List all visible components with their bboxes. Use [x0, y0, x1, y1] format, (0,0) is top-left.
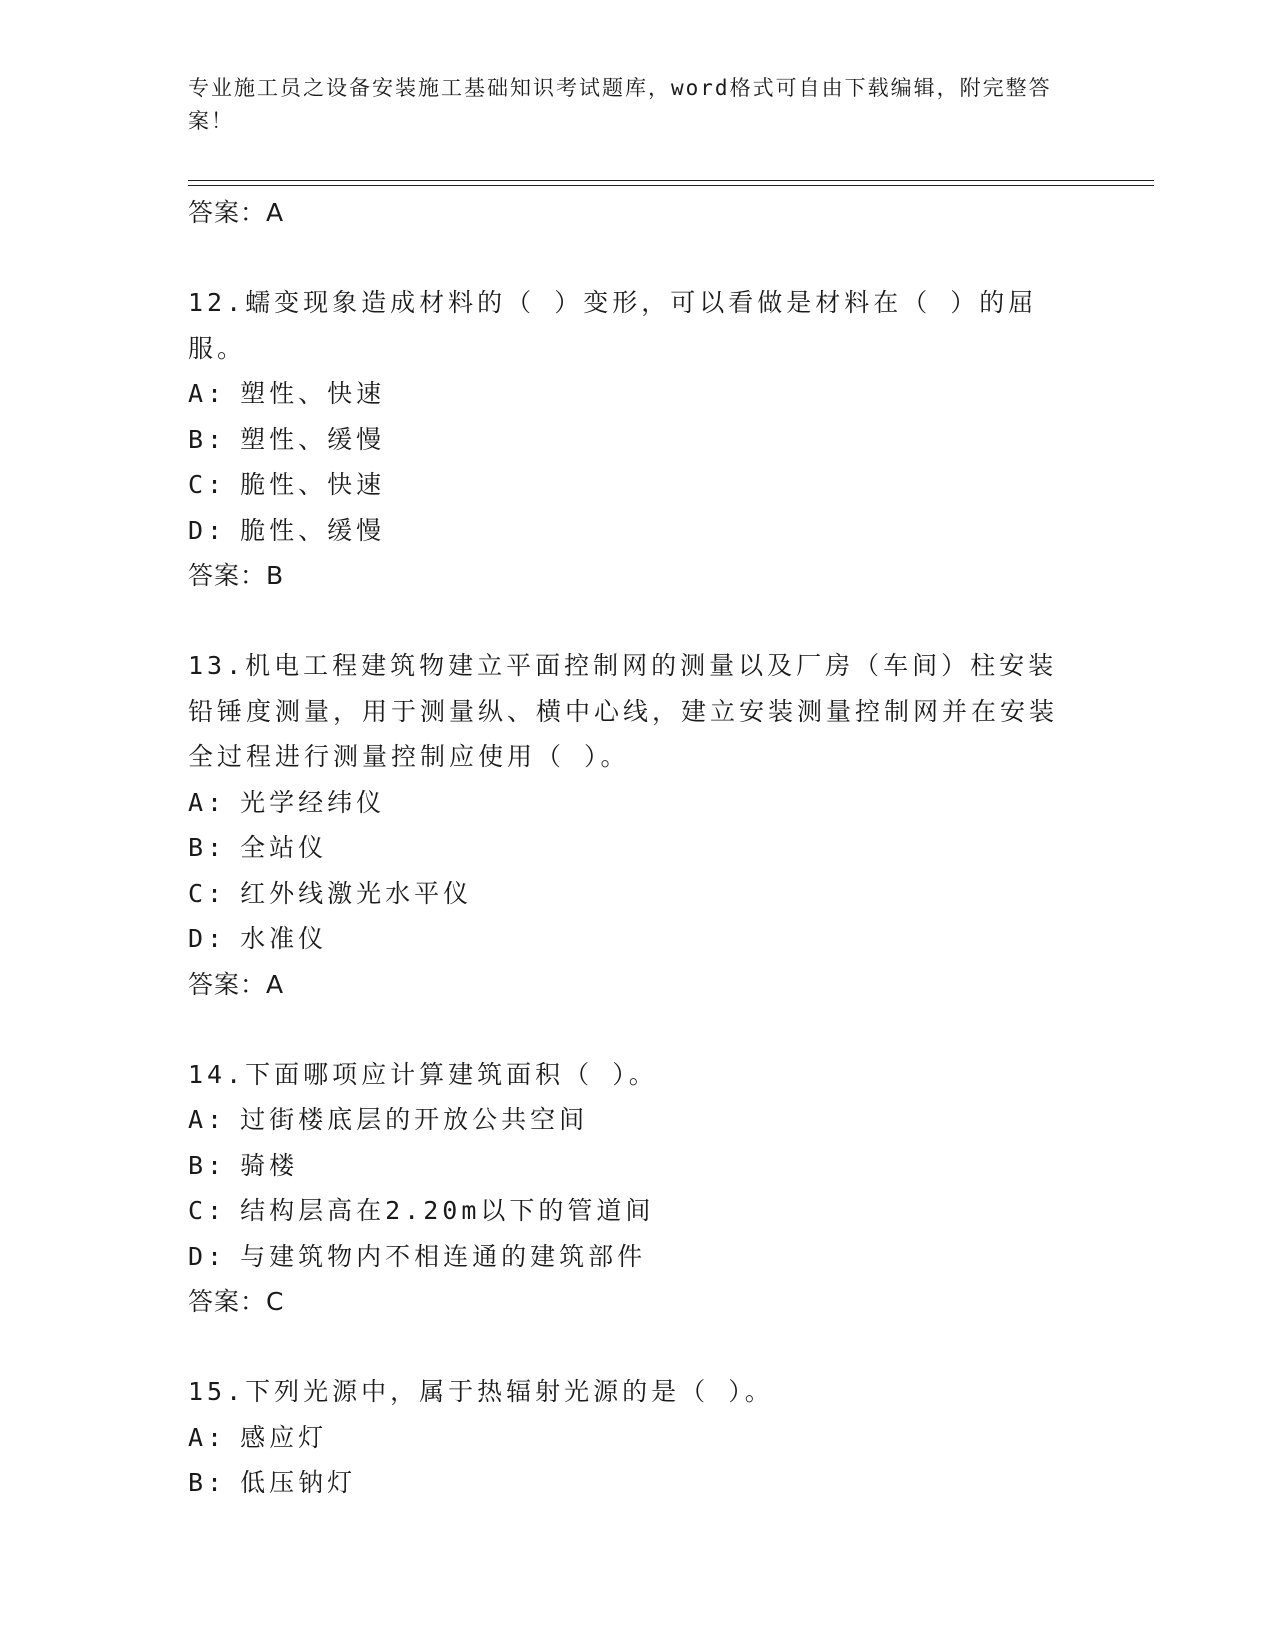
option-key: B:	[188, 1468, 227, 1497]
question-12	[188, 280, 1148, 599]
option-key: D:	[188, 515, 227, 545]
question-body: 蠕变现象造成材料的（ ）变形，可以看做是材料在（ ）的屈服。	[188, 288, 1038, 363]
option-a	[188, 1415, 1148, 1461]
question-text	[188, 643, 1078, 780]
option-text: 感应灯	[240, 1422, 328, 1452]
question-14	[188, 1052, 1148, 1326]
answer-line: 答案：C	[188, 1287, 285, 1316]
answer-line: 答案：B	[188, 561, 285, 590]
answer-line: 答案：A	[188, 198, 285, 227]
option-key: A:	[188, 1422, 227, 1452]
header-text: 专业施工员之设备安装施工基础知识考试题库，word格式可自由下载编辑，附完整答案！	[188, 76, 1052, 133]
option-text: 低压钠灯	[240, 1468, 357, 1497]
question-body: 下列光源中，属于热辐射光源的是（ ）。	[245, 1377, 774, 1406]
option-text: 全站仪	[240, 833, 328, 862]
question-15	[188, 1369, 1148, 1506]
option-c	[188, 462, 1148, 508]
option-a	[188, 1097, 1148, 1143]
question-number: 13.	[188, 651, 246, 680]
option-text: 塑性、快速	[240, 379, 386, 408]
option-d	[188, 508, 1148, 554]
option-text: 光学经纬仪	[240, 787, 386, 817]
option-b	[188, 1460, 1148, 1506]
question-text	[188, 1369, 1078, 1415]
option-key: B:	[188, 424, 227, 454]
option-text: 脆性、缓慢	[240, 515, 386, 545]
option-key: A:	[188, 1105, 227, 1134]
spacer	[188, 236, 1148, 280]
question-text	[188, 1052, 1078, 1098]
option-d	[188, 916, 1148, 962]
option-key: C:	[188, 878, 227, 908]
option-text: 骑楼	[240, 1150, 299, 1180]
question-body: 下面哪项应计算建筑面积（ ）。	[245, 1059, 658, 1089]
option-key: D:	[188, 924, 227, 953]
option-c	[188, 1188, 1148, 1234]
option-d	[188, 1234, 1148, 1280]
option-a	[188, 780, 1148, 826]
answer-line: 答案：A	[188, 969, 285, 999]
option-key: B:	[188, 833, 227, 862]
question-number: 14.	[188, 1059, 246, 1089]
option-c	[188, 871, 1148, 917]
option-key: A:	[188, 787, 227, 817]
option-b	[188, 1143, 1148, 1189]
spacer	[188, 1008, 1148, 1052]
option-text: 塑性、缓慢	[240, 424, 386, 454]
option-a	[188, 371, 1148, 417]
option-text: 与建筑物内不相连通的建筑部件	[240, 1241, 647, 1271]
option-key: C:	[188, 470, 227, 499]
question-body: 机电工程建筑物建立平面控制网的测量以及厂房（车间）柱安装铅锤度测量，用于测量纵、横中心线，建立安装测量控制网并在安装全过程进行测量控制应使用（ ）。	[188, 651, 1059, 771]
option-b	[188, 417, 1148, 463]
option-key: A:	[188, 379, 227, 408]
option-text: 红外线激光水平仪	[240, 878, 473, 908]
option-key: D:	[188, 1241, 227, 1271]
header-divider-bottom	[188, 185, 1154, 186]
spacer	[188, 599, 1148, 643]
option-text: 水准仪	[240, 924, 328, 953]
option-key: C:	[188, 1196, 227, 1225]
document-header	[188, 72, 1068, 138]
question-number: 15.	[188, 1377, 246, 1406]
header-divider-top	[188, 180, 1154, 181]
option-key: B:	[188, 1150, 227, 1180]
question-text	[188, 280, 1078, 371]
question-number: 12.	[188, 288, 246, 317]
question-list	[188, 190, 1148, 1506]
option-text: 脆性、快速	[240, 470, 386, 499]
option-text: 过街楼底层的开放公共空间	[240, 1105, 589, 1134]
option-b	[188, 825, 1148, 871]
question-13	[188, 643, 1148, 1008]
option-text: 结构层高在2.20m以下的管道间	[240, 1196, 655, 1225]
spacer	[188, 1325, 1148, 1369]
